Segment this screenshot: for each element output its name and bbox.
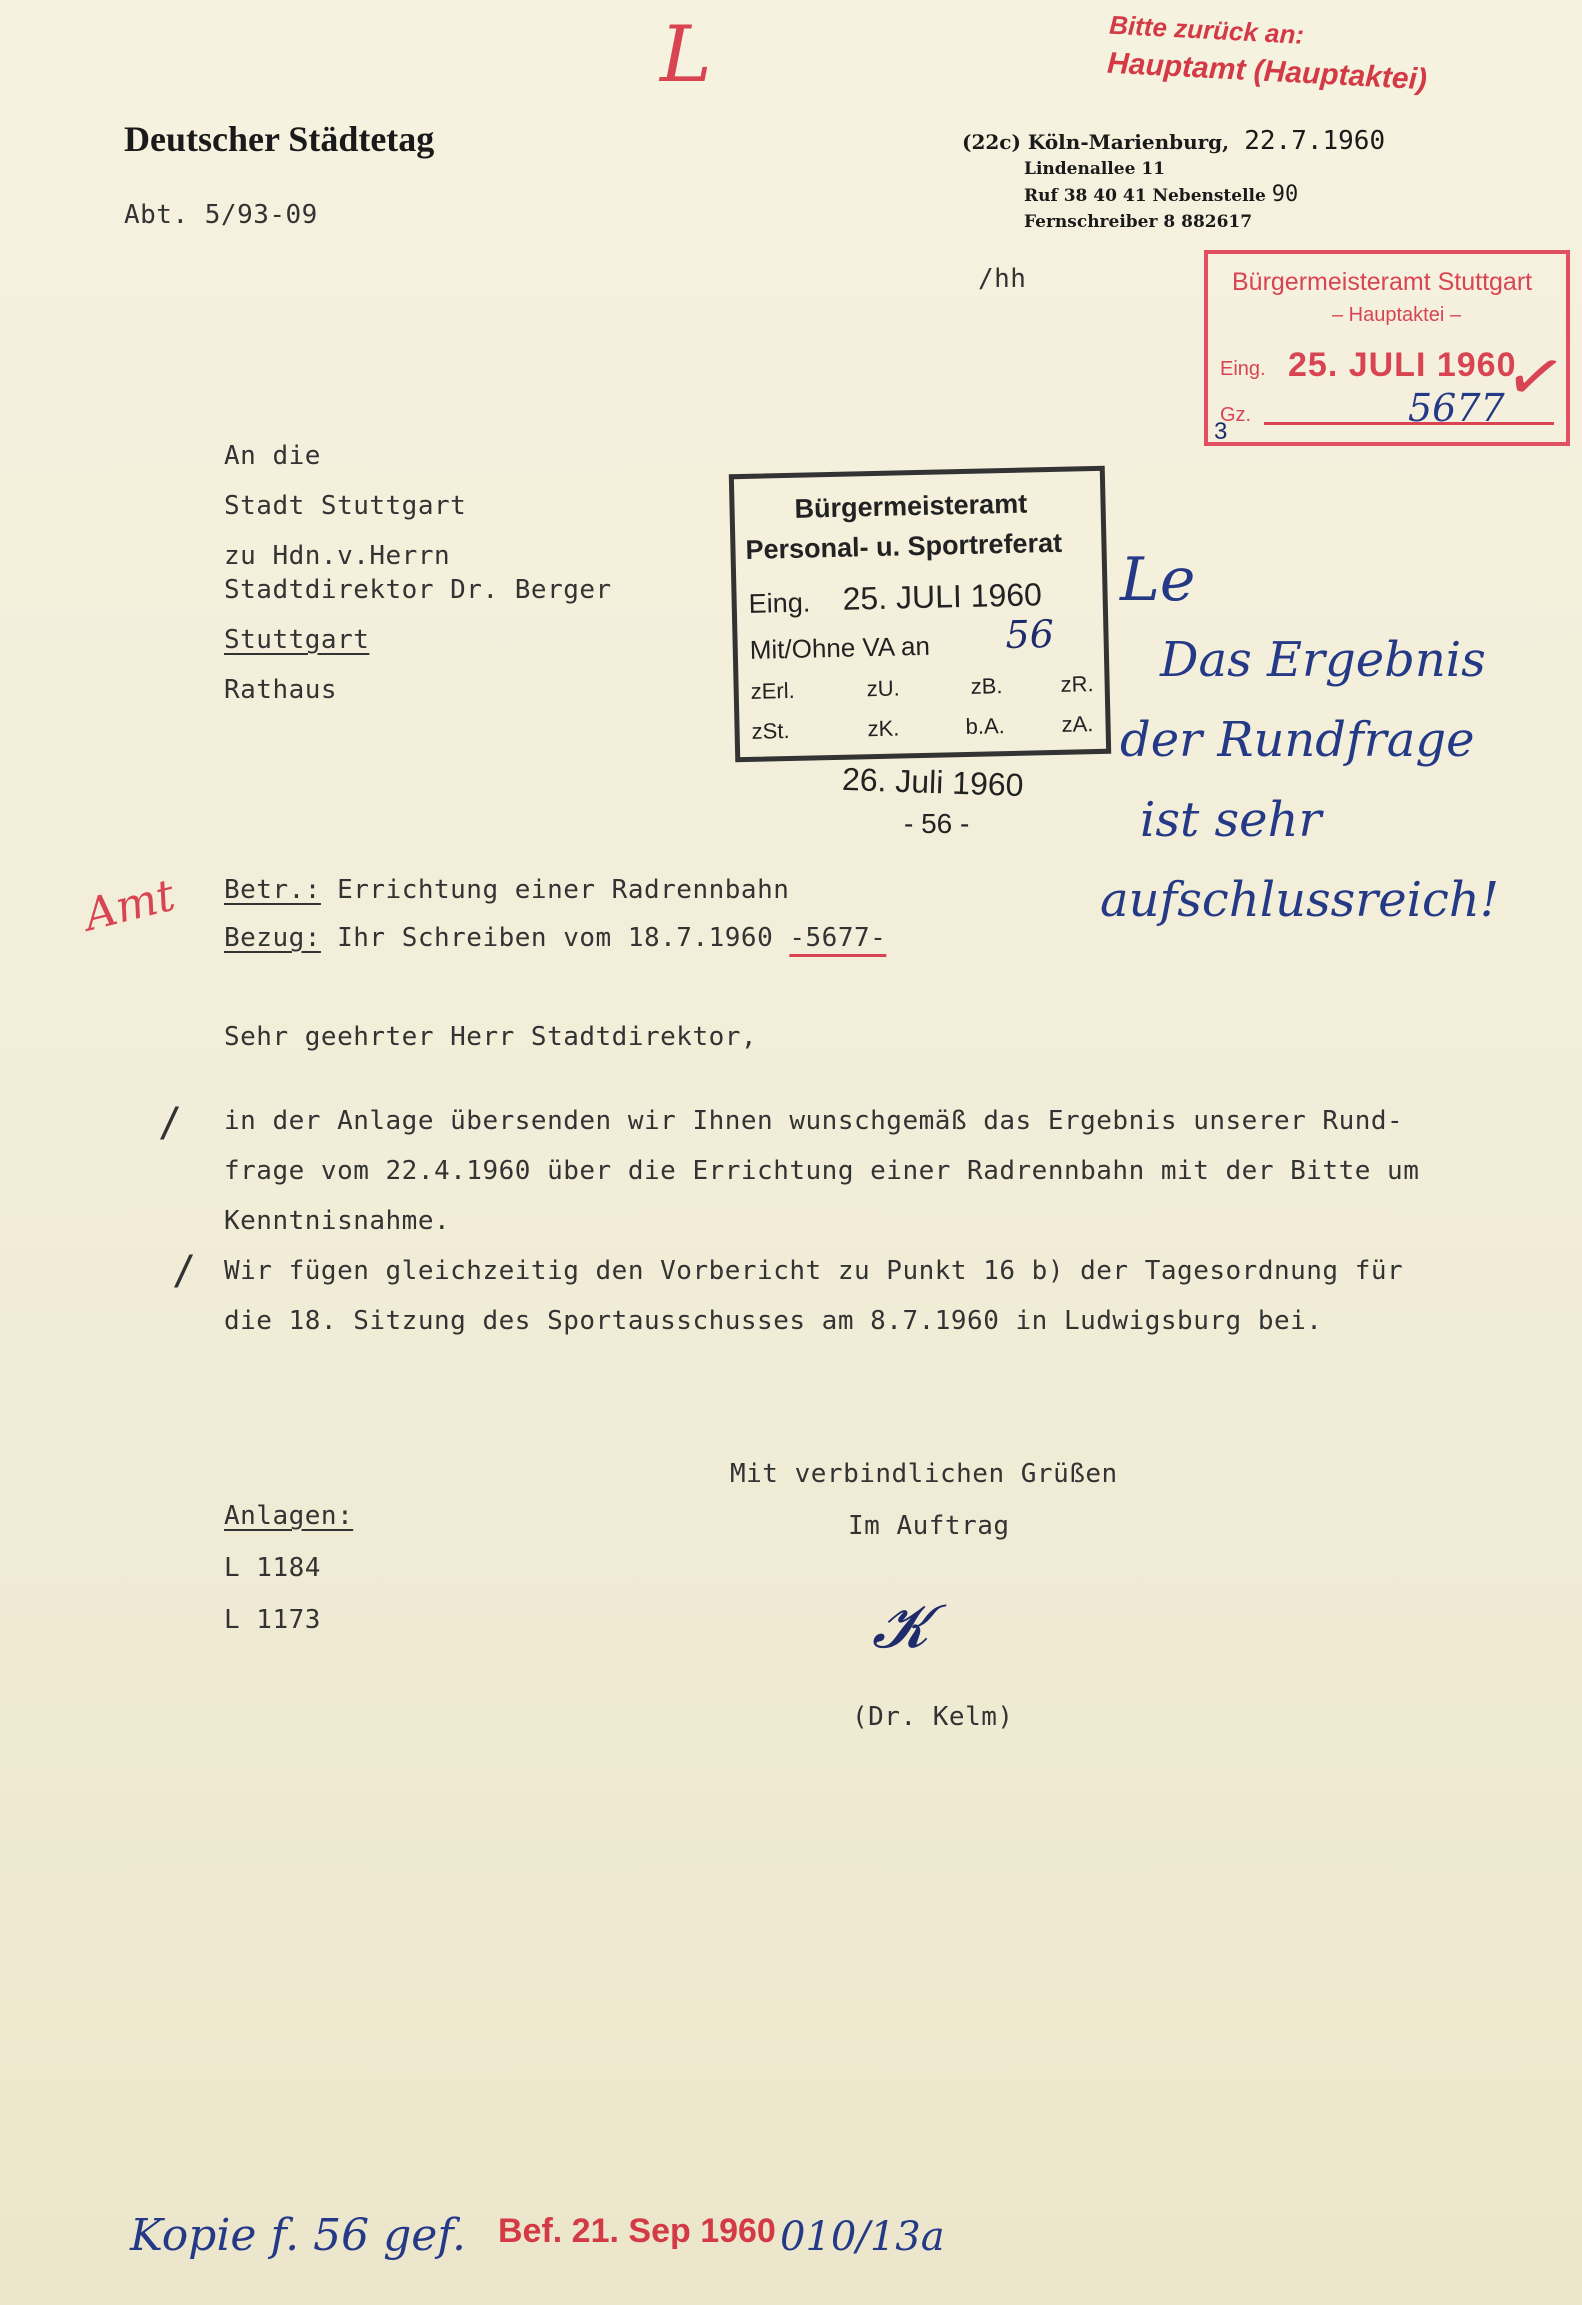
recipient-block xyxy=(224,432,612,716)
mayor-stamp-date: 25. JULI 1960 xyxy=(1288,346,1517,384)
bezug-label: Bezug: xyxy=(224,923,321,953)
attachments-block xyxy=(224,1490,353,1646)
mayor-stamp-subtitle: – Hauptaktei – xyxy=(1332,304,1461,326)
closing-greeting: Mit verbindlichen Grüßen xyxy=(730,1459,1118,1489)
return-note-stamp xyxy=(1106,10,1429,98)
closing-block xyxy=(730,1448,1118,1552)
sport-stamp-field: zB. xyxy=(970,673,1003,699)
reference-number: Abt. 5/93-09 xyxy=(124,200,318,230)
body-line: Kenntnisnahme. xyxy=(224,1206,451,1236)
received-date-stamp-sub: - 56 - xyxy=(904,808,970,839)
sport-stamp-line2: Personal- u. Sportreferat xyxy=(745,527,1063,565)
sender-address-block xyxy=(962,126,1385,235)
recipient-line: Stadt Stuttgart xyxy=(224,491,467,521)
mayor-stamp-title: Bürgermeisteramt Stuttgart xyxy=(1232,268,1533,296)
recipient-line: zu Hdn.v.Herrn xyxy=(224,541,451,571)
attachment-item: L 1184 xyxy=(224,1553,321,1583)
body-line: frage vom 22.4.1960 über die Errichtung einer Radrennbahn mit der Bitte um xyxy=(224,1156,1420,1186)
phone-line xyxy=(1024,182,1385,209)
bottom-handwritten-tail: 010/13a xyxy=(780,2214,945,2260)
address-line: Lindenallee 11 xyxy=(1024,159,1165,179)
margin-note-line: Das Ergebnis xyxy=(1160,632,1486,688)
salutation: Sehr geehrter Herr Stadtdirektor, xyxy=(224,1022,758,1052)
sport-stamp-date: 25. JULI 1960 xyxy=(842,576,1043,617)
mayor-stamp-gz-label: Gz. xyxy=(1220,404,1252,426)
return-note-line2: Hauptamt (Hauptaktei) xyxy=(1106,46,1428,97)
margin-slash-mark: / xyxy=(172,1248,197,1294)
margin-note-line: ist sehr xyxy=(1140,792,1322,848)
betr-label: Betr.: xyxy=(224,875,321,905)
margin-note-line: aufschlussreich! xyxy=(1100,872,1500,928)
typist-initials: /hh xyxy=(978,264,1027,294)
sport-stamp-eing-label: Eing. xyxy=(748,587,811,619)
sport-stamp-field: zK. xyxy=(867,715,900,742)
body-line: die 18. Sitzung des Sportausschusses am 8.7.1960 in Ludwigsburg bei. xyxy=(224,1306,1323,1336)
attachment-item: L 1173 xyxy=(224,1605,321,1635)
received-date-stamp: 26. Juli 1960 xyxy=(841,760,1025,804)
sport-stamp-field: zR. xyxy=(1060,671,1094,697)
mayor-stamp-eing-label: Eing. xyxy=(1220,358,1266,380)
sport-office-stamp xyxy=(729,466,1111,762)
margin-note-line: Le xyxy=(1120,545,1196,615)
bezug-text: Ihr Schreiben vom 18.7.1960 xyxy=(337,923,774,953)
sport-stamp-line1: Bürgermeisteramt xyxy=(794,488,1028,524)
mayor-stamp-digit: 3 xyxy=(1214,418,1228,445)
letter-date: 22.7.1960 xyxy=(1244,126,1386,156)
body-line: Wir fügen gleichzeitig den Vorbericht zu Punkt 16 b) der Tagesordnung für xyxy=(224,1256,1404,1286)
sport-stamp-handwritten-to: 56 xyxy=(1005,611,1055,658)
sport-stamp-mit-ohne: Mit/Ohne VA an xyxy=(749,630,931,665)
recipient-line: Stadtdirektor Dr. Berger xyxy=(224,575,612,605)
margin-slash-mark: / xyxy=(158,1100,183,1146)
sport-stamp-field: b.A. xyxy=(965,713,1005,739)
letter-body xyxy=(224,1012,1419,1346)
bottom-handwritten-note: Kopie f. 56 gef. xyxy=(130,2210,467,2261)
bottom-date-stamp: Bef. 21. Sep 1960 xyxy=(498,2212,776,2250)
signature: 𝓚 xyxy=(872,1592,928,1662)
closing-on-behalf: Im Auftrag xyxy=(848,1511,1010,1541)
phone-extension: 90 xyxy=(1271,182,1299,207)
mayor-office-stamp xyxy=(1204,250,1573,446)
place-prefix: (22c) Köln-Marienburg, xyxy=(962,130,1230,154)
recipient-line: An die xyxy=(224,441,321,471)
betr-text: Errichtung einer Radrennbahn xyxy=(337,875,790,905)
bezug-ref: -5677- xyxy=(789,923,887,953)
sport-stamp-field: zErl. xyxy=(750,677,795,704)
sport-stamp-field: zU. xyxy=(866,675,900,702)
signature-name: (Dr. Kelm) xyxy=(852,1702,1014,1732)
recipient-line: Rathaus xyxy=(224,675,338,705)
check-mark-icon: ✓ xyxy=(1498,332,1573,422)
telex-line: Fernschreiber 8 882617 xyxy=(1024,212,1253,232)
organization-name: Deutscher Städtetag xyxy=(124,119,435,159)
margin-note-line: der Rundfrage xyxy=(1120,712,1475,768)
mayor-stamp-gz-number: 5677 xyxy=(1408,386,1505,430)
sport-stamp-field: zSt. xyxy=(751,717,790,744)
red-side-note: Amt xyxy=(79,869,181,942)
recipient-city: Stuttgart xyxy=(224,625,370,655)
subject-block xyxy=(224,866,886,962)
handwritten-margin-note xyxy=(1100,540,1500,940)
red-top-mark: L xyxy=(660,10,712,100)
attachments-label: Anlagen: xyxy=(224,1501,354,1531)
sport-stamp-field: zA. xyxy=(1061,711,1094,737)
body-line: in der Anlage übersenden wir Ihnen wunschgemäß das Ergebnis unserer Rund- xyxy=(224,1106,1404,1136)
return-note-line1: Bitte zurück an: xyxy=(1108,9,1305,50)
phone-label: Ruf 38 40 41 Nebenstelle xyxy=(1024,186,1266,206)
